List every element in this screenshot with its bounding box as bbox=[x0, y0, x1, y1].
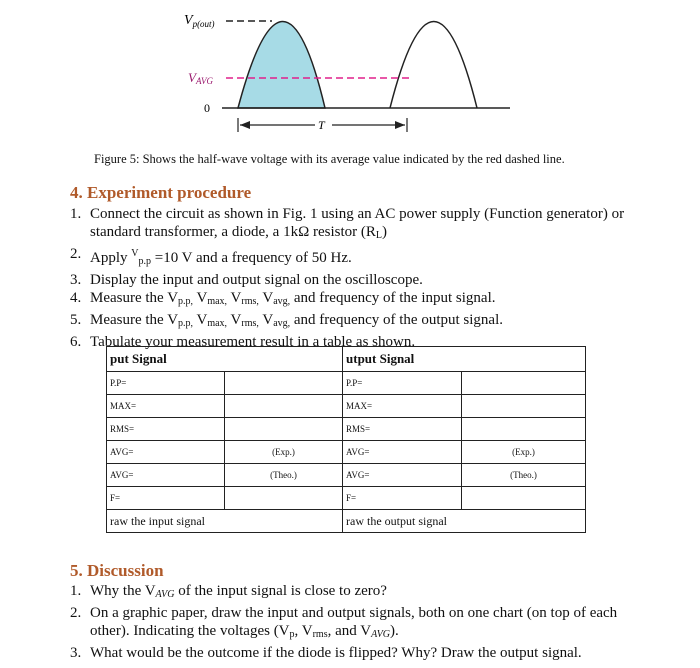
section5-title: 5. Discussion bbox=[70, 561, 164, 580]
table-cell: (Exp.) bbox=[225, 441, 343, 464]
discussion-list bbox=[70, 582, 650, 662]
table-cell: AVG= bbox=[343, 464, 462, 487]
table-cell bbox=[225, 487, 343, 510]
procedure-step-2: 2. Apply $^V_{p.p}$ =10 V and a frequency of 50 Hz. bbox=[70, 246, 352, 267]
table-cell bbox=[225, 395, 343, 418]
table-cell bbox=[462, 418, 586, 441]
table-cell: AVG= bbox=[343, 441, 462, 464]
table-row bbox=[107, 372, 586, 395]
procedure-step-6: 6. Tabulate your measurement result in a table as shown. bbox=[70, 334, 416, 350]
table-header-row bbox=[107, 347, 586, 372]
table-row bbox=[107, 487, 586, 510]
half-wave-pulse-1 bbox=[238, 22, 325, 109]
table-row bbox=[107, 464, 586, 487]
table-cell: AVG= bbox=[107, 464, 225, 487]
measurement-table bbox=[106, 346, 586, 533]
table-cell bbox=[462, 395, 586, 418]
table-cell: (Exp.) bbox=[462, 441, 586, 464]
vavg-label: VAVG bbox=[188, 70, 213, 86]
table-cell bbox=[225, 418, 343, 441]
table-cell: MAX= bbox=[107, 395, 225, 418]
table-cell bbox=[225, 372, 343, 395]
procedure-step-1: 1. Connect the circuit as shown in Fig. 1 using an AC power supply (Function generator) or standard transformer, a diode, a 1kΩ resistor $(R_L)$ bbox=[70, 206, 625, 241]
input-signal-header: put Signal bbox=[107, 347, 343, 372]
output-signal-header: utput Signal bbox=[343, 347, 586, 372]
table-cell: P.P= bbox=[343, 372, 462, 395]
table-row bbox=[107, 418, 586, 441]
discussion-question-1: 1. Why the $V_{AVG}$ of the input signal is close to zero? bbox=[70, 583, 387, 600]
half-wave-figure bbox=[150, 0, 530, 140]
half-wave-pulse-2 bbox=[390, 22, 477, 109]
procedure-step-5: 5. Measure the $V_{p.p,}$ $V_{max,}$ $V_{rms,}$ $V_{avg,}$ and frequency of the output signal. bbox=[70, 312, 503, 329]
vp-label: $V_{p(out)}$ bbox=[184, 13, 215, 29]
zero-label: 0 bbox=[204, 101, 210, 115]
table-cell: F= bbox=[107, 487, 225, 510]
section4-title: 4. Experiment procedure bbox=[70, 183, 252, 202]
table-cell: RMS= bbox=[343, 418, 462, 441]
table-cell: MAX= bbox=[343, 395, 462, 418]
draw-output-cell: raw the output signal bbox=[343, 510, 586, 533]
table-cell: RMS= bbox=[107, 418, 225, 441]
draw-input-cell: raw the input signal bbox=[107, 510, 343, 533]
procedure-step-3: 3. Display the input and output signal on the oscilloscope. bbox=[70, 272, 423, 288]
discussion-question-2: 2. On a graphic paper, draw the input and output signals, both on one chart (on top of each other). Indicating the voltages ($V_p$, $V_{rms}$, and $V_{AVG}$). bbox=[70, 605, 618, 640]
table-cell: P.P= bbox=[107, 372, 225, 395]
table-cell: (Theo.) bbox=[225, 464, 343, 487]
arrowhead-right bbox=[395, 121, 405, 129]
table-cell bbox=[462, 372, 586, 395]
table-cell: F= bbox=[343, 487, 462, 510]
table-footer-row bbox=[107, 510, 586, 533]
table-row bbox=[107, 395, 586, 418]
procedure-list bbox=[70, 205, 630, 351]
table-row bbox=[107, 441, 586, 464]
figure-caption: Figure 5: Shows the half-wave voltage with its average value indicated by the red dashed line. bbox=[94, 152, 565, 166]
table-cell: (Theo.) bbox=[462, 464, 586, 487]
table-cell: AVG= bbox=[107, 441, 225, 464]
arrowhead-left bbox=[240, 121, 250, 129]
discussion-question-3: 3. What would be the outcome if the diode is flipped? Why? Draw the output signal. bbox=[70, 645, 582, 661]
procedure-step-4: 4. Measure the $V_{p.p,}$ $V_{max,}$ $V_{rms,}$ $V_{avg,}$ and frequency of the input signal. bbox=[70, 290, 496, 307]
table-cell bbox=[462, 487, 586, 510]
period-label: T bbox=[318, 118, 325, 132]
